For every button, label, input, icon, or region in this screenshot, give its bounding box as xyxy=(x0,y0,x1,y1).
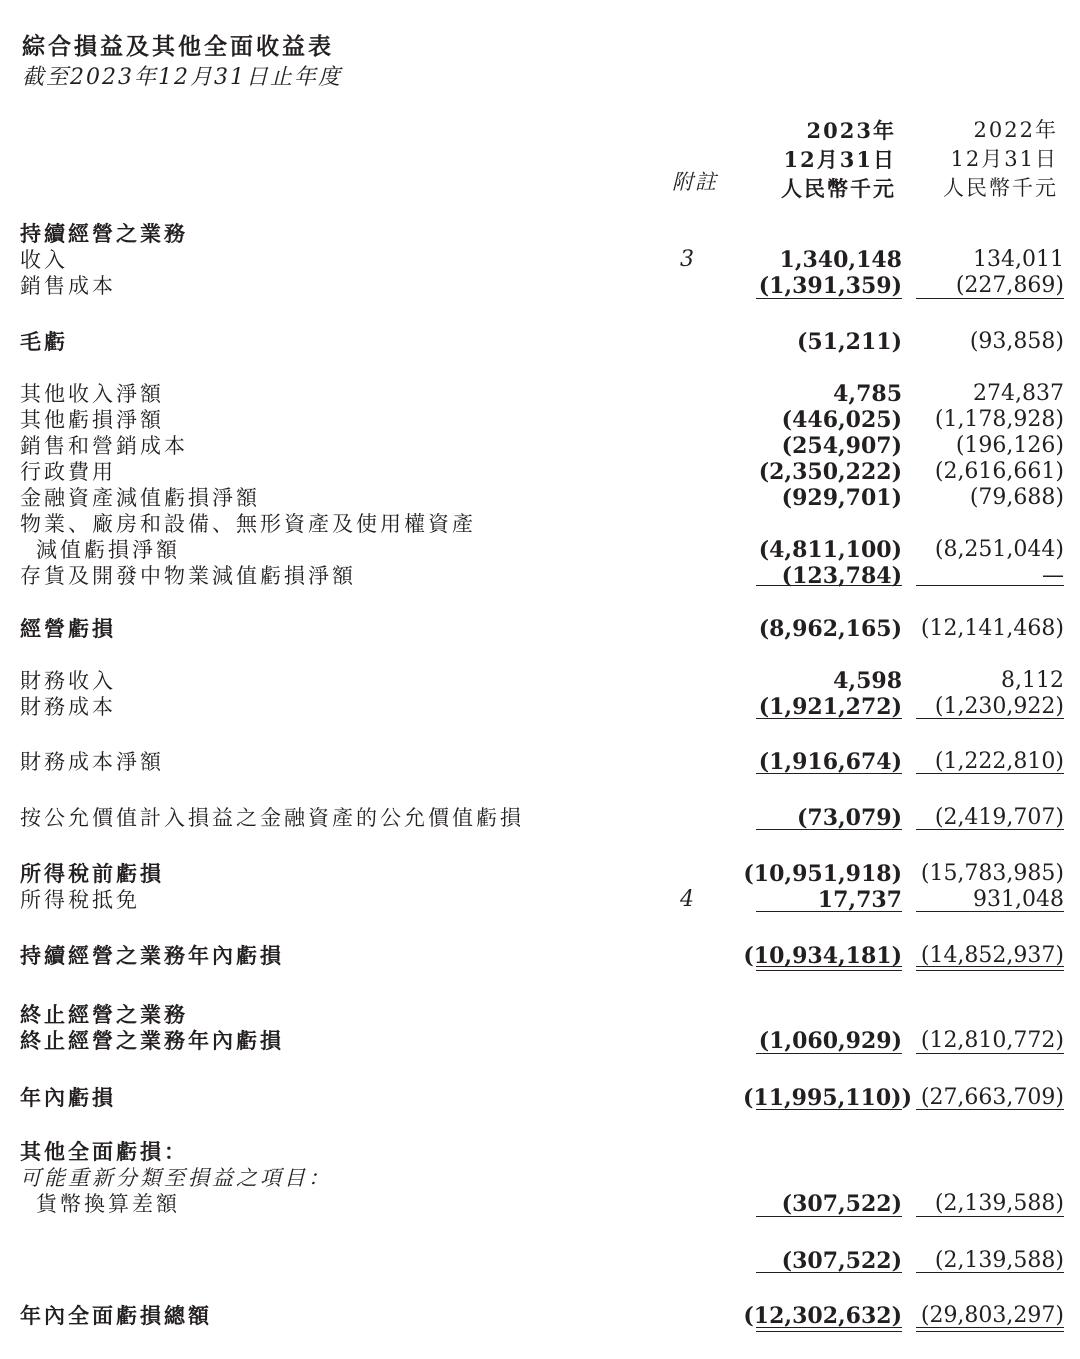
underline-2023 xyxy=(756,1216,902,1217)
value-2022: (79,688) xyxy=(969,485,1064,510)
value-2022: (8,251,044) xyxy=(934,537,1064,562)
row-label: 經營虧損 xyxy=(20,616,116,641)
value-2023: (307,522) xyxy=(781,1248,902,1274)
double-underline-2022 xyxy=(916,966,1064,971)
underline-2022 xyxy=(916,585,1064,586)
value-2023: 1,340,148 xyxy=(779,247,902,273)
value-2022: (14,852,937) xyxy=(920,943,1064,968)
value-2023: (12,302,632) xyxy=(743,1303,902,1329)
underline-2022 xyxy=(916,773,1064,774)
row-financial-asset-impairment xyxy=(0,484,1080,512)
underline-2023 xyxy=(756,298,902,299)
underline-2022 xyxy=(916,1216,1064,1217)
value-2022: (15,783,985) xyxy=(920,861,1064,886)
value-2023: (1,060,929) xyxy=(758,1028,902,1054)
header-2022-date: 12月31日 xyxy=(950,147,1058,171)
row-fx-difference xyxy=(0,1190,1080,1218)
value-2023: (8,962,165) xyxy=(758,616,902,642)
row-label: 持續經營之業務 xyxy=(20,221,188,246)
row-label: 物業、廠房和設備、無形資產及使用權資產 xyxy=(20,512,476,536)
value-2023: (10,951,918) xyxy=(743,861,902,887)
row-selling-marketing xyxy=(0,432,1080,460)
row-label: 所得稅前虧損 xyxy=(20,861,164,886)
row-label: 終止經營之業務 xyxy=(20,1002,188,1027)
value-2022: (196,126) xyxy=(955,433,1064,458)
value-2022: 134,011 xyxy=(973,247,1064,272)
header-2022-year: 2022年 xyxy=(973,118,1058,142)
underline-2022 xyxy=(916,1053,1064,1054)
note-header-label: 附註 xyxy=(672,170,718,194)
value-2023: 4,598 xyxy=(833,668,902,694)
row-discontinued-heading xyxy=(0,1001,1080,1029)
value-2023: (446,025) xyxy=(781,407,902,433)
row-revenue xyxy=(0,246,1080,274)
double-underline-2022 xyxy=(916,1327,1064,1332)
row-label: 毛虧 xyxy=(20,329,68,354)
row-ppe-impairment-line2 xyxy=(0,536,1080,564)
value-2023: (2,350,222) xyxy=(758,459,902,485)
value-2022: (2,616,661) xyxy=(934,459,1064,484)
value-2023: (73,079) xyxy=(796,805,902,831)
value-2023: (123,784) xyxy=(781,563,902,589)
value-2023: (51,211) xyxy=(796,329,902,355)
underline-2023 xyxy=(756,718,902,719)
row-label: 年內全面虧損總額 xyxy=(20,1303,212,1328)
row-label: 金融資產減值虧損淨額 xyxy=(20,486,260,510)
row-label: 銷售成本 xyxy=(20,274,116,298)
value-2023: (10,934,181) xyxy=(743,943,902,969)
value-2022: (2,139,588) xyxy=(934,1191,1064,1216)
column-header-2023 xyxy=(740,116,896,203)
row-ppe-impairment-line1 xyxy=(0,510,1080,538)
row-label: 可能重新分類至損益之項目： xyxy=(20,1166,332,1190)
header-2023-year: 2023年 xyxy=(806,118,896,143)
row-label: 減值虧損淨額 xyxy=(36,538,180,562)
underline-2023 xyxy=(756,1109,902,1110)
value-2022: (1,178,928) xyxy=(934,407,1064,432)
statement-period: 截至2023年12月31日止年度 xyxy=(22,65,342,90)
row-total-comprehensive-loss xyxy=(0,1302,1080,1330)
row-note: 4 xyxy=(680,887,694,912)
underline-2022 xyxy=(916,718,1064,719)
row-label: 所得稅抵免 xyxy=(20,888,140,912)
row-label: 收入 xyxy=(20,248,68,272)
row-label: 銷售和營銷成本 xyxy=(20,434,188,458)
value-2023: (929,701) xyxy=(781,485,902,511)
row-note: 3 xyxy=(680,247,694,272)
row-reclassifiable-heading xyxy=(0,1164,1080,1192)
underline-2022 xyxy=(916,1272,1064,1273)
row-label: 財務成本 xyxy=(20,695,116,719)
value-2023: (1,916,674) xyxy=(758,749,902,775)
row-operating-loss xyxy=(0,615,1080,643)
row-label: 持續經營之業務年內虧損 xyxy=(20,943,284,968)
value-2022: (29,803,297) xyxy=(920,1303,1064,1328)
row-finance-income xyxy=(0,667,1080,695)
value-2023: 17,737 xyxy=(817,887,902,913)
value-2022: (93,858) xyxy=(969,329,1064,354)
underline-2023 xyxy=(756,1053,902,1054)
value-2023: (1,921,272) xyxy=(758,694,902,720)
row-oci-heading xyxy=(0,1138,1080,1166)
underline-2022 xyxy=(916,829,1064,830)
value-2023: (1,391,359) xyxy=(758,273,902,299)
value-2022: (12,810,772) xyxy=(920,1028,1064,1053)
row-cost-of-sales xyxy=(0,272,1080,300)
row-fvpl-loss xyxy=(0,804,1080,832)
row-continuing-heading xyxy=(0,220,1080,248)
row-other-income xyxy=(0,380,1080,408)
value-2022: (2,139,588) xyxy=(934,1248,1064,1273)
underline-2022 xyxy=(916,911,1064,912)
underline-2023 xyxy=(756,911,902,912)
row-finance-costs xyxy=(0,693,1080,721)
row-label: 貨幣換算差額 xyxy=(36,1192,180,1216)
value-2022: 8,112 xyxy=(1001,668,1064,693)
value-2022: (27,663,709) xyxy=(920,1085,1064,1110)
underline-2023 xyxy=(756,773,902,774)
value-2022: (2,419,707) xyxy=(934,805,1064,830)
row-label: 存貨及開發中物業減值虧損淨額 xyxy=(20,564,356,588)
underline-2022 xyxy=(916,1109,1064,1110)
row-other-losses xyxy=(0,406,1080,434)
value-2023: (254,907) xyxy=(781,433,902,459)
row-label: 按公允價值計入損益之金融資產的公允價值虧損 xyxy=(20,806,524,830)
row-discontinued-loss xyxy=(0,1027,1080,1055)
value-2022: (12,141,468) xyxy=(920,616,1064,641)
row-label: 其他全面虧損： xyxy=(20,1139,188,1164)
row-oci-subtotal xyxy=(0,1247,1080,1275)
value-2022: — xyxy=(1042,563,1064,588)
value-2023: (11,995,110)) xyxy=(742,1085,912,1111)
underline-2023 xyxy=(756,829,902,830)
row-label: 年內虧損 xyxy=(20,1085,116,1110)
row-label: 終止經營之業務年內虧損 xyxy=(20,1028,284,1053)
double-underline-2023 xyxy=(756,1327,902,1332)
row-admin-expenses xyxy=(0,458,1080,486)
row-label: 財務收入 xyxy=(20,669,116,693)
row-loss-before-tax xyxy=(0,860,1080,888)
underline-2023 xyxy=(756,585,902,586)
value-2022: (1,222,810) xyxy=(934,749,1064,774)
row-label: 行政費用 xyxy=(20,460,116,484)
row-label: 財務成本淨額 xyxy=(20,750,164,774)
underline-2023 xyxy=(756,1272,902,1273)
underline-2022 xyxy=(916,298,1064,299)
column-header-2022 xyxy=(900,116,1058,203)
row-label: 其他虧損淨額 xyxy=(20,408,164,432)
row-loss-for-year xyxy=(0,1084,1080,1112)
value-2022: (227,869) xyxy=(955,273,1064,298)
double-underline-2023 xyxy=(756,966,902,971)
value-2023: (307,522) xyxy=(781,1191,902,1217)
value-2022: 931,048 xyxy=(973,887,1064,912)
value-2023: (4,811,100) xyxy=(758,537,902,563)
row-label: 其他收入淨額 xyxy=(20,382,164,406)
row-income-tax-credit xyxy=(0,886,1080,914)
value-2022: 274,837 xyxy=(973,381,1064,406)
row-net-finance-costs xyxy=(0,748,1080,776)
value-2022: (1,230,922) xyxy=(934,694,1064,719)
header-2023-unit: 人民幣千元 xyxy=(781,176,896,201)
note-column-header xyxy=(640,168,718,197)
header-2022-unit: 人民幣千元 xyxy=(943,176,1058,200)
header-2023-date: 12月31日 xyxy=(783,147,896,172)
statement-title: 綜合損益及其他全面收益表 xyxy=(22,33,334,60)
value-2023: 4,785 xyxy=(833,381,902,407)
row-gross-loss xyxy=(0,328,1080,356)
